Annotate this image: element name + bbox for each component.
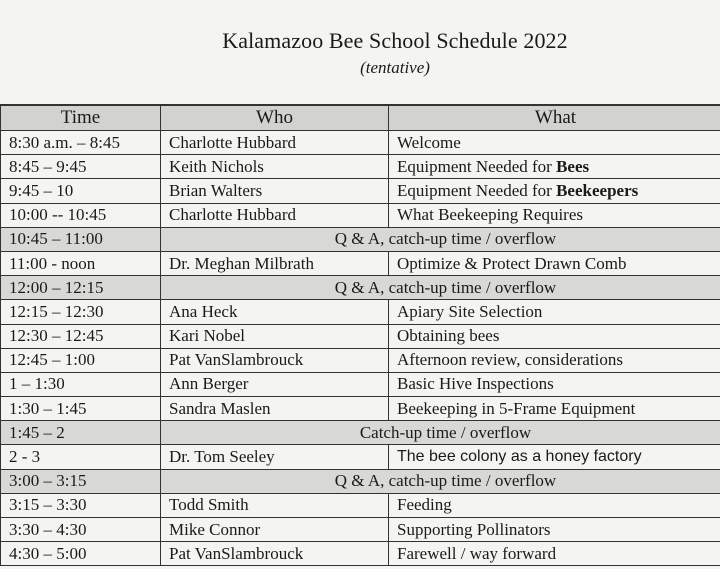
time-cell: 3:15 – 3:30 [1,493,161,517]
who-cell: Mike Connor [161,518,389,542]
who-cell: Dr. Meghan Milbrath [161,251,389,275]
what-cell: Obtaining bees [389,324,720,348]
time-cell: 12:45 – 1:00 [1,348,161,372]
table-row [1,179,720,203]
what-cell: Beekeeping in 5-Frame Equipment [389,397,720,421]
what-cell: Welcome [389,131,720,155]
time-cell: 8:45 – 9:45 [1,155,161,179]
what-bold-text: Bees [556,156,590,176]
what-cell: Farewell / way forward [389,542,720,566]
time-cell: 1:45 – 2 [1,421,161,445]
time-cell: 4:30 – 5:00 [1,542,161,566]
break-row [1,227,720,251]
time-cell: 10:45 – 11:00 [1,227,161,251]
what-cell: The bee colony as a honey factory [389,445,720,469]
who-cell: Dr. Tom Seeley [161,445,389,469]
time-cell: 8:30 a.m. – 8:45 [1,131,161,155]
what-cell: Apiary Site Selection [389,300,720,324]
time-cell: 1:30 – 1:45 [1,397,161,421]
break-cell: Q & A, catch-up time / overflow [161,227,720,251]
break-row [1,421,720,445]
what-cell: What Beekeeping Requires [389,203,720,227]
who-cell: Brian Walters [161,179,389,203]
table-header-row [1,105,720,131]
table-row [1,518,720,542]
what-bold-text: Beekeepers [556,180,639,200]
who-cell: Ana Heck [161,300,389,324]
schedule-body [1,131,720,566]
table-row [1,300,720,324]
schedule-table [0,104,720,566]
time-cell: 12:15 – 12:30 [1,300,161,324]
who-cell: Todd Smith [161,493,389,517]
table-row [1,542,720,566]
who-cell: Ann Berger [161,372,389,396]
who-cell: Pat VanSlambrouck [161,348,389,372]
what-cell [389,179,720,203]
table-row [1,203,720,227]
document-title: Kalamazoo Bee School Schedule 2022 [222,28,568,53]
time-cell: 12:00 – 12:15 [1,276,161,300]
who-cell: Charlotte Hubbard [161,203,389,227]
break-row [1,469,720,493]
what-cell: Feeding [389,493,720,517]
table-row [1,131,720,155]
what-text: Equipment Needed for [397,156,557,176]
table-row [1,493,720,517]
time-cell: 2 - 3 [1,445,161,469]
who-cell: Kari Nobel [161,324,389,348]
column-header-time: Time [1,105,161,131]
document-subtitle: (tentative) [360,58,430,77]
time-cell: 11:00 - noon [1,251,161,275]
who-cell: Sandra Maslen [161,397,389,421]
who-cell: Pat VanSlambrouck [161,542,389,566]
what-cell [389,155,720,179]
what-cell: Afternoon review, considerations [389,348,720,372]
break-cell: Q & A, catch-up time / overflow [161,469,720,493]
who-cell: Keith Nichols [161,155,389,179]
time-cell: 12:30 – 12:45 [1,324,161,348]
table-row [1,372,720,396]
column-header-what: What [389,105,720,131]
table-row [1,445,720,469]
table-row [1,397,720,421]
time-cell: 9:45 – 10 [1,179,161,203]
time-cell: 3:30 – 4:30 [1,518,161,542]
time-cell: 10:00 -- 10:45 [1,203,161,227]
table-row [1,155,720,179]
what-cell: Basic Hive Inspections [389,372,720,396]
what-cell: Optimize & Protect Drawn Comb [389,251,720,275]
table-row [1,324,720,348]
time-cell: 3:00 – 3:15 [1,469,161,493]
break-row [1,276,720,300]
time-cell: 1 – 1:30 [1,372,161,396]
what-cell: Supporting Pollinators [389,518,720,542]
table-row [1,251,720,275]
table-row [1,348,720,372]
who-cell: Charlotte Hubbard [161,131,389,155]
break-cell: Catch-up time / overflow [161,421,720,445]
what-text: Equipment Needed for [397,180,557,200]
column-header-who: Who [161,105,389,131]
break-cell: Q & A, catch-up time / overflow [161,276,720,300]
